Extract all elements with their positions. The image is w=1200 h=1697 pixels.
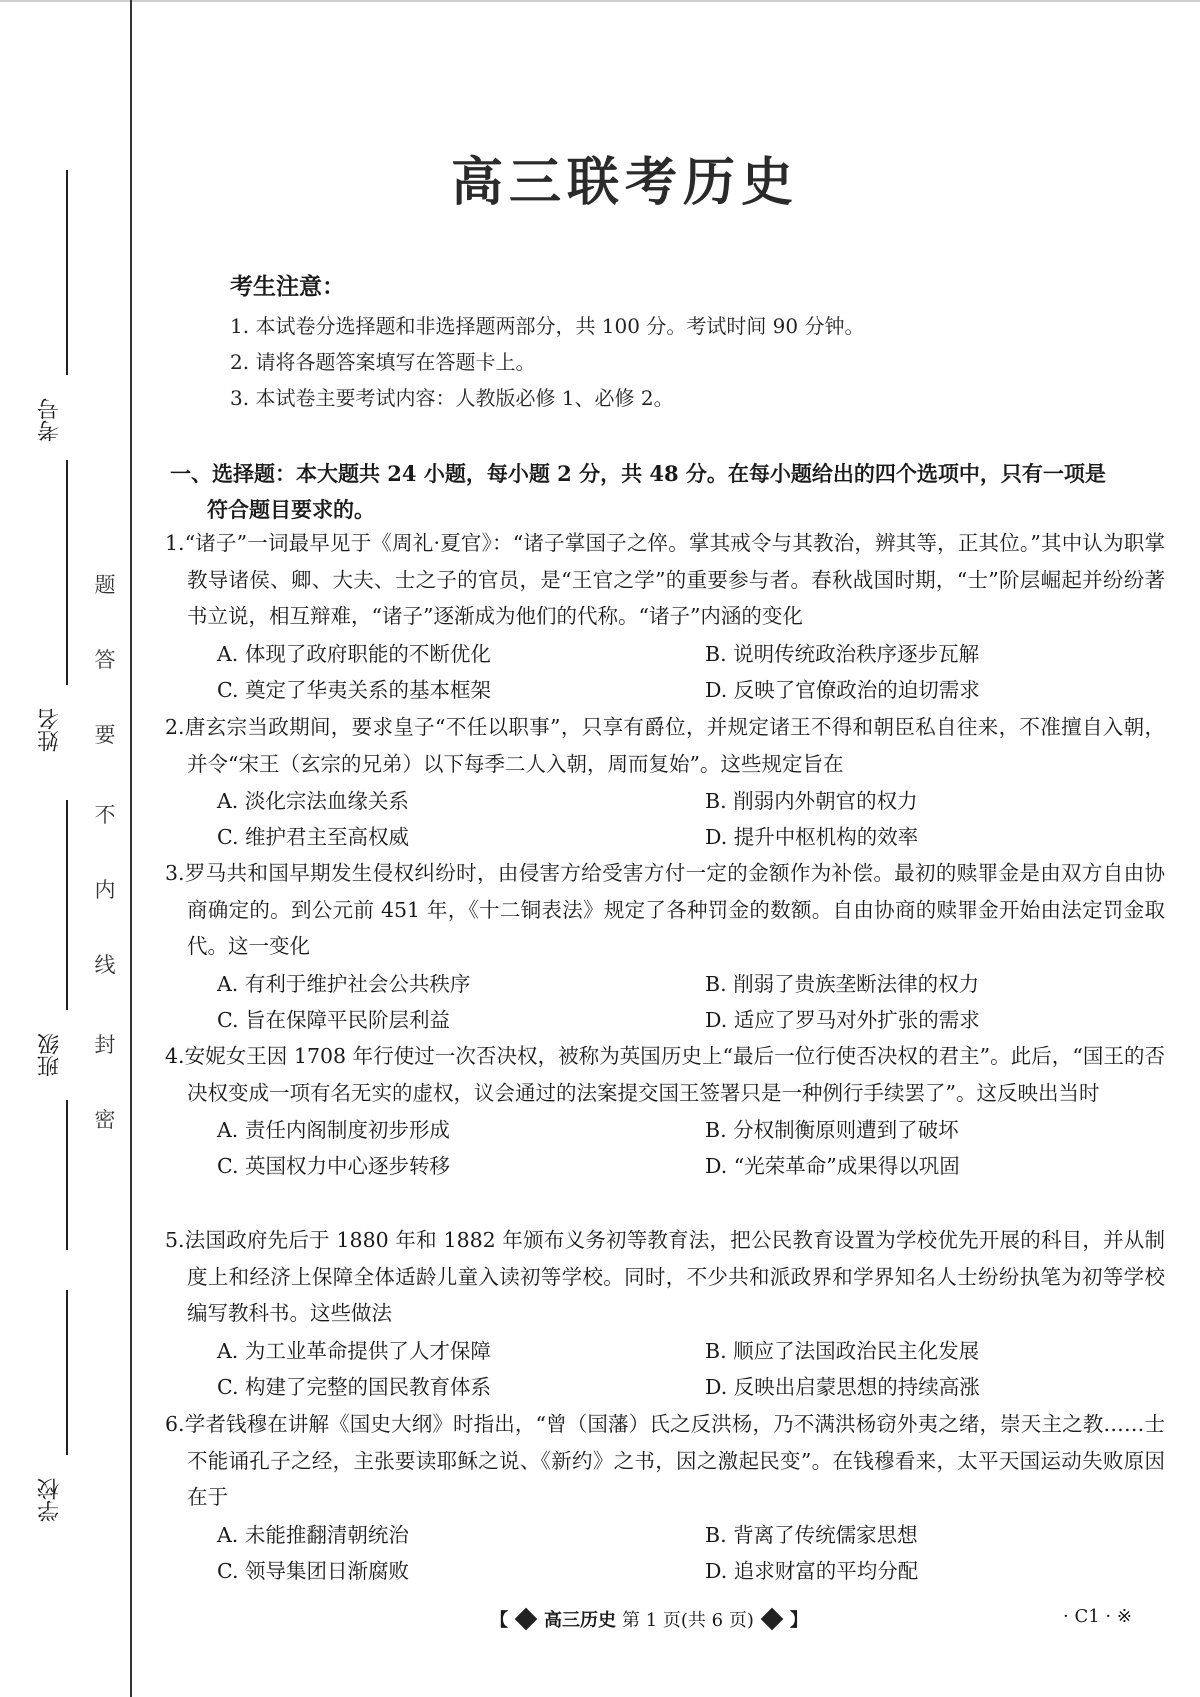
class-line-lower [66,1100,68,1250]
question-number: 3. [165,861,185,885]
seal-char: 题 [94,573,116,597]
notice-heading: 考生注意： [230,273,345,300]
options [165,1332,1165,1405]
question-stem [165,1222,1165,1332]
options [165,1111,1165,1184]
option-c: C. 构建了完整的国民教育体系 [217,1374,491,1399]
diamond-icon [515,1608,538,1631]
question-text: “诸子”一词最早见于《周礼·夏官》：“诸子掌国子之倅。掌其戒令与其教治，辨其等，正其位。”其中认为职掌教导诸侯、卿、大夫、士之子的官员，是“王官之学”的重要参与者。春秋战国时期，“士”阶层崛起并纷纷著书立说，相互辩难，“诸子”逐渐成为他们的代称。“诸子”内涵的变化 [184,531,1165,628]
seal-char: 内 [94,878,116,902]
school-line [66,1290,68,1455]
diamond-icon [761,1608,784,1631]
option-a: A. 有利于维护社会公共秩序 [217,971,471,996]
footer-bracket-close: 】 [789,1610,808,1631]
page-top-border [0,0,1200,2]
seal-char: 封 [94,1033,116,1057]
question-stem [165,1406,1165,1516]
notice-item: 3. 本试卷主要考试内容：人教版必修 1、必修 2。 [230,386,674,410]
exam-no-line [66,170,68,375]
question-stem [165,1038,1165,1111]
section-heading-line1: 一、选择题：本大题共 24 小题，每小题 2 分，共 48 分。在每小题给出的四个选项中，只有一项是 [170,461,1106,486]
options [165,1516,1165,1589]
option-a: A. 责任内阁制度初步形成 [217,1118,450,1142]
option-d: D. 反映了官僚政治的迫切需求 [705,677,980,702]
side-label-exam-no: 考号 [37,398,63,442]
question-text: 罗马共和国早期发生侵权纠纷时，由侵害方给受害方付一定的金额作为补偿。最初的赎罪金是由双方自由协商确定的。到公元前 451 年，《十二铜表法》规定了各种罚金的数额。自由协商的赎罪金开始由法定罚金取代。这一变化 [184,861,1165,958]
section-heading [170,456,1170,528]
option-b: B. 顺应了法国政治民主化发展 [705,1338,980,1363]
page-title: 高三联考历史 [450,152,799,213]
question-stem [165,855,1165,965]
question-number: 1. [165,531,185,555]
side-label-class: 班级 [37,1033,63,1077]
page-footer [490,1606,808,1632]
question-2 [165,709,1165,855]
question-text: 安妮女王因 1708 年行使过一次否决权，被称为英国历史上“最后一位行使否决权的君主”。此后，“国王的否决权变成一项有名无实的虚权，议会通过的法案提交国王签署只是一种例行手续罢了”。这反映出当时 [184,1044,1165,1105]
seal-char: 不 [94,803,116,827]
seal-char: 密 [94,1108,116,1132]
class-line [66,800,68,1010]
option-d: D. 追求财富的平均分配 [705,1558,919,1583]
notice-item: 1. 本试卷分选择题和非选择题两部分，共 100 分。考试时间 90 分钟。 [230,314,865,338]
binding-line [130,0,132,1697]
question-stem [165,709,1165,782]
option-d: D. 反映出启蒙思想的持续高涨 [705,1374,980,1399]
question-1 [165,525,1165,708]
option-d: D. 提升中枢机构的效率 [705,825,919,849]
option-b: B. 削弱内外朝官的权力 [705,789,918,813]
options [165,635,1165,708]
option-b: B. 削弱了贵族垄断法律的权力 [705,971,980,996]
question-number: 6. [165,1412,185,1436]
question-number: 5. [165,1228,185,1252]
question-5 [165,1222,1165,1405]
option-a: A. 体现了政府职能的不断优化 [217,641,491,666]
question-text: 唐玄宗当政期间，要求皇子“不任以职事”，只享有爵位，并规定诸王不得和朝臣私自往来，不准擅自入朝，并令“宋王（玄宗的兄弟）以下每季二人入朝，周而复始”。这些规定旨在 [184,715,1165,776]
option-a: A. 未能推翻清朝统治 [217,1522,409,1547]
question-number: 2. [165,715,185,739]
seal-char: 线 [94,953,116,977]
option-c: C. 维护君主至高权威 [217,825,409,849]
options [165,782,1165,855]
option-a: A. 为工业革命提供了人才保障 [217,1338,491,1363]
question-number: 4. [165,1044,185,1068]
seal-char: 答 [94,648,116,672]
option-b: B. 分权制衡原则遭到了破坏 [705,1118,959,1142]
name-line [66,460,68,685]
option-c: C. 奠定了华夷关系的基本框架 [217,677,491,702]
footer-subject: 高三历史 [544,1610,616,1631]
question-stem [165,525,1165,635]
footer-page-info: 第 1 页(共 6 页) [622,1610,754,1631]
option-b: B. 背离了传统儒家思想 [705,1522,918,1547]
footer-bracket-open: 【 [490,1610,508,1631]
option-d: D. 适应了罗马对外扩张的需求 [705,1007,980,1032]
question-3 [165,855,1165,1038]
section-heading-line2: 符合题目要求的。 [207,497,375,522]
option-b: B. 说明传统政治秩序逐步瓦解 [705,641,980,666]
question-6 [165,1406,1165,1589]
question-4 [165,1038,1165,1184]
notice-item: 2. 请将各题答案填写在答题卡上。 [230,350,536,374]
footer-code: · C1 · ※ [1063,1606,1132,1627]
option-c: C. 旨在保障平民阶层利益 [217,1007,450,1032]
side-label-name: 姓名 [37,708,63,752]
question-text: 学者钱穆在讲解《国史大纲》时指出，“曾（国藩）氏之反洪杨，乃不满洪杨窃外夷之绪，崇天主之教……士不能诵孔子之经，主张要读耶稣之说、《新约》之书，因之激起民变”。在钱穆看来，太平天国运动失败原因在于 [184,1412,1165,1509]
option-c: C. 英国权力中心逐步转移 [217,1154,450,1178]
options [165,965,1165,1038]
question-text: 法国政府先后于 1880 年和 1882 年颁布义务初等教育法，把公民教育设置为学校优先开展的科目，并从制度上和经济上保障全体适龄儿童入读初等学校。同时，不少共和派政界和学界知名人士纷纷执笔为初等学校编写教科书。这些做法 [184,1228,1165,1325]
side-label-school: 学校 [37,1478,63,1522]
seal-char: 要 [94,723,116,747]
option-d: D. “光荣革命”成果得以巩固 [705,1154,960,1178]
option-c: C. 领导集团日渐腐败 [217,1558,409,1583]
option-a: A. 淡化宗法血缘关系 [217,789,409,813]
